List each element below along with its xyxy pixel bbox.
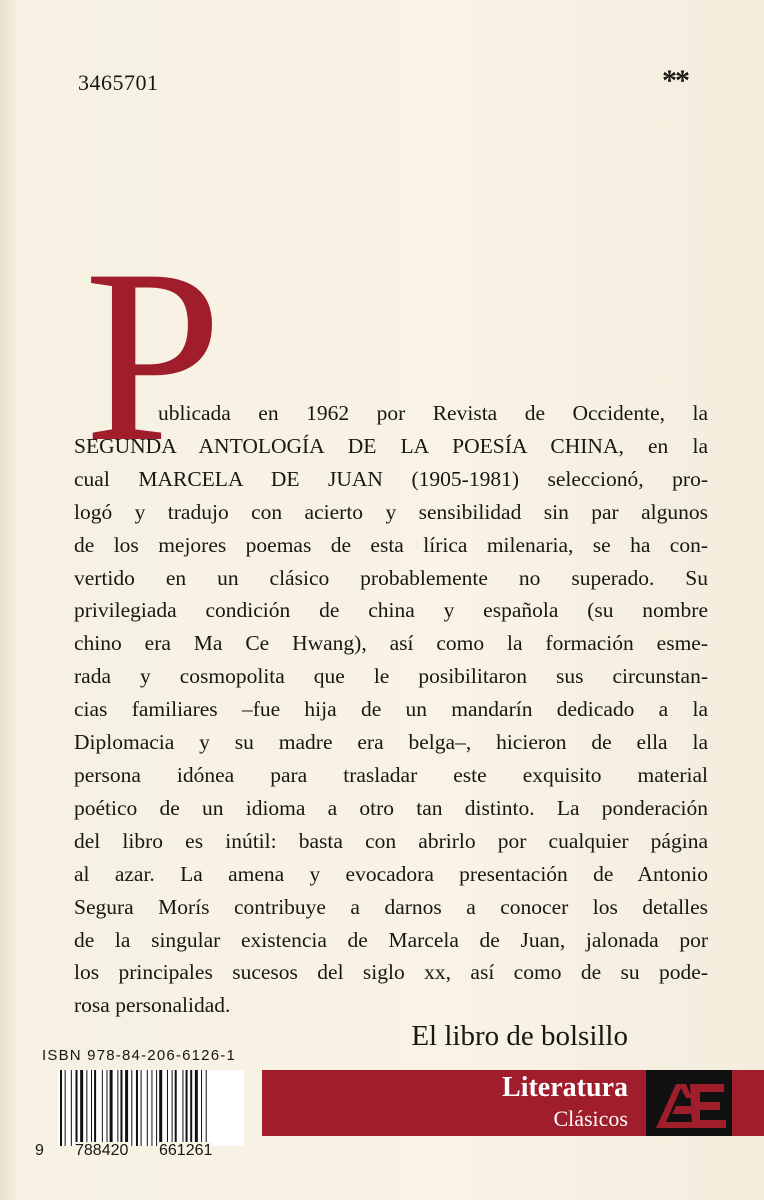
barcode-bar xyxy=(175,1070,177,1146)
barcode-digit-group: 9 xyxy=(35,1142,44,1159)
series-subtitle: Clásicos xyxy=(553,1106,628,1131)
barcode-bar xyxy=(136,1070,138,1146)
isbn-label: ISBN 978-84-206-6126-1 xyxy=(42,1047,237,1064)
barcode-bar xyxy=(147,1070,148,1146)
blurb-line: SEGUNDA ANTOLOGÍA DE LA POESÍA CHINA, en la xyxy=(74,433,708,458)
blurb-line: al azar. La amena y evocadora presentación de Antonio xyxy=(74,861,708,886)
blurb-line: rada y cosmopolita que le posibilitaron sus circunstan- xyxy=(74,664,708,689)
barcode-bar xyxy=(91,1070,92,1146)
barcode-icon xyxy=(58,1070,244,1146)
barcode-bar xyxy=(102,1070,103,1146)
barcode-bar xyxy=(182,1070,183,1146)
barcode-bar xyxy=(107,1070,108,1146)
blurb-line: del libro es inútil: basta con abrirlo por cualquier página xyxy=(74,828,708,853)
barcode-bar xyxy=(65,1070,66,1146)
barcode-bar xyxy=(156,1070,157,1146)
barcode-bar xyxy=(80,1070,83,1146)
barcode-bar xyxy=(206,1070,207,1146)
blurb-line: Segura Morís contribuye a darnos a conocer los detalles xyxy=(74,894,708,919)
barcode-bar xyxy=(190,1070,192,1146)
blurb-line: los principales sucesos del siglo xx, así como de su pode- xyxy=(74,960,708,985)
barcode-bar xyxy=(117,1070,118,1146)
barcode-digit-group: 661261 xyxy=(159,1142,213,1159)
barcode-bar xyxy=(151,1070,152,1146)
blurb-line: Diplomacia y su madre era belga–, hicieron de ella la xyxy=(74,730,708,755)
barcode-digit-group: 788420 xyxy=(75,1142,129,1159)
ae-publisher-logo-icon xyxy=(646,1070,732,1136)
catalog-number: 3465701 xyxy=(78,70,159,95)
barcode-bar xyxy=(131,1070,132,1146)
blurb-line: de la singular existencia de Marcela de Juan, jalonada por xyxy=(74,927,708,952)
barcode-bar xyxy=(172,1070,173,1146)
blurb-text xyxy=(74,397,708,1022)
collection-name: El libro de bolsillo xyxy=(411,1020,628,1052)
barcode-bar xyxy=(76,1070,78,1146)
series-title: Literatura xyxy=(502,1072,628,1103)
barcode-bar xyxy=(201,1070,202,1146)
barcode-bar xyxy=(125,1070,128,1146)
blurb-line: persona idónea para trasladar este exquisito material xyxy=(74,762,708,787)
barcode-bar xyxy=(110,1070,113,1146)
barcode-bar xyxy=(167,1070,168,1146)
blurb-line: cual MARCELA DE JUAN (1905-1981) seleccionó, pro- xyxy=(74,466,708,491)
barcode-bar xyxy=(186,1070,188,1146)
barcode-bar xyxy=(159,1070,162,1146)
blurb-line: logó y tradujo con acierto y sensibilidad sin par algunos xyxy=(74,499,708,524)
barcode-bar xyxy=(94,1070,96,1146)
blurb-line: ublicada en 1962 por Revista de Occidente, la xyxy=(158,401,708,425)
blurb-line: privilegiada condición de china y española (su nombre xyxy=(74,598,708,623)
blurb-line: de los mejores poemas de esta lírica milenaria, se ha con- xyxy=(74,532,708,557)
blurb-line: poético de un idioma a otro tan distinto. La ponderación xyxy=(74,795,708,820)
drop-cap: P xyxy=(84,218,222,493)
barcode-bar xyxy=(86,1070,87,1146)
barcode-bar xyxy=(195,1070,198,1146)
blurb-line: cias familiares –fue hija de un mandarín dedicado a la xyxy=(74,697,708,722)
blurb-line: chino era Ma Ce Hwang), así como la formación esme- xyxy=(74,631,708,656)
blurb-line: vertido en un clásico probablemente no superado. Su xyxy=(74,565,708,590)
blurb-line: rosa personalidad. xyxy=(74,993,231,1018)
barcode-bar xyxy=(60,1070,62,1146)
rating-stars: ** xyxy=(662,64,688,97)
barcode-bar xyxy=(141,1070,142,1146)
barcode-bar xyxy=(71,1070,72,1146)
barcode-bar xyxy=(120,1070,122,1146)
barcode-digits xyxy=(34,1142,254,1164)
